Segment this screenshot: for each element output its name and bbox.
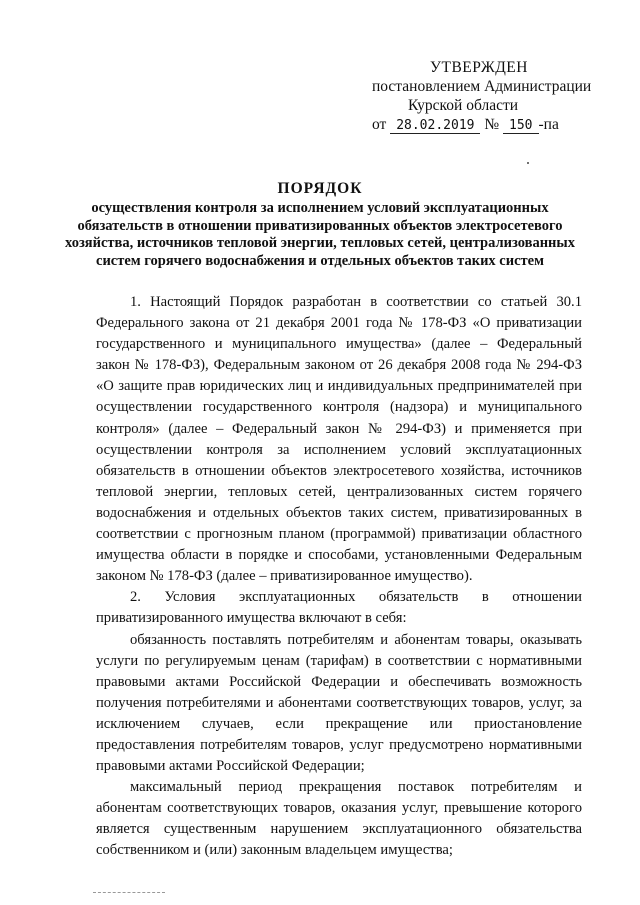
number-label: № xyxy=(484,116,500,133)
paragraph-2: 2. Условия эксплуатационных обязательств в отношении приватизированного имущества включают в себя: xyxy=(96,589,582,627)
paragraph-3: обязанность поставлять потребителям и абонентам товары, оказывать услуги по регулируемым ценам (тарифам) в соответствии с нормативными правовыми актами Российской Федерации и обеспечивать возможность получения потребителями и абонентами соответствующих товаров, услуг, за исключением случаев, если прекращение или приостановление предоставления потребителям товаров, услуг предусмотрено нормативными правовыми актами Российской Федерации; xyxy=(96,631,582,775)
approval-region: Курской области xyxy=(408,97,519,114)
document-title xyxy=(60,178,580,270)
approval-date-number xyxy=(372,115,612,135)
approval-issuer: постановлением Администрации xyxy=(372,78,592,95)
number-suffix: -па xyxy=(538,116,559,133)
paragraph-1: 1. Настоящий Порядок разработан в соответствии со статьей 30.1 Федерального закона от 21 декабря 2001 года № 178-ФЗ «О приватизации государственного и муниципального имущества» (далее – Федеральный закон № 178-ФЗ), Федеральным законом от 26 декабря 2008 года № 294-ФЗ «О защите прав юридических лиц и индивидуальных предпринимателей при осуществлении государственного контроля (надзора) и муниципального контроля» (далее – Федеральный закон № 294-ФЗ) и применяется при осуществлении контроля за исполнением условий эксплуатационных обязательств в отношении объектов электросетевого хозяйства, источников тепловой энергии, тепловых сетей, централизованных систем горячего водоснабжения и отдельных объектов таких систем, приватизированных в соответствии с прогнозным планом (программой) приватизации областного имущества области в порядке и способами, установленными Федеральным законом № 178-ФЗ (далее – приватизированное имущество). xyxy=(96,294,582,585)
approval-title: УТВЕРЖДЕН xyxy=(430,59,528,76)
approval-date: 28.02.2019 xyxy=(390,118,480,134)
footer-divider xyxy=(93,892,165,893)
paragraph-4: максимальный период прекращения поставок потребителям и абонентам соответствующих товаров, оказания услуг, превышение которого является существенным нарушением эксплуатационного обязательства собственником и (или) законным владельцем имущества; xyxy=(96,779,582,859)
document-heading: ПОРЯДОК xyxy=(277,180,363,197)
approval-number: 150 xyxy=(503,118,538,134)
scan-speck xyxy=(527,162,529,164)
document-subtitle: осуществления контроля за исполнением условий эксплуатационных обязательств в отношении приватизированных объектов электросетевого хозяйства, источников тепловой энергии, тепловых сетей, централизованных систем горячего водоснабжения и отдельных объектов таких систем xyxy=(65,200,575,269)
approval-stamp xyxy=(372,58,612,135)
from-label: от xyxy=(372,116,387,133)
document-body xyxy=(96,292,582,862)
